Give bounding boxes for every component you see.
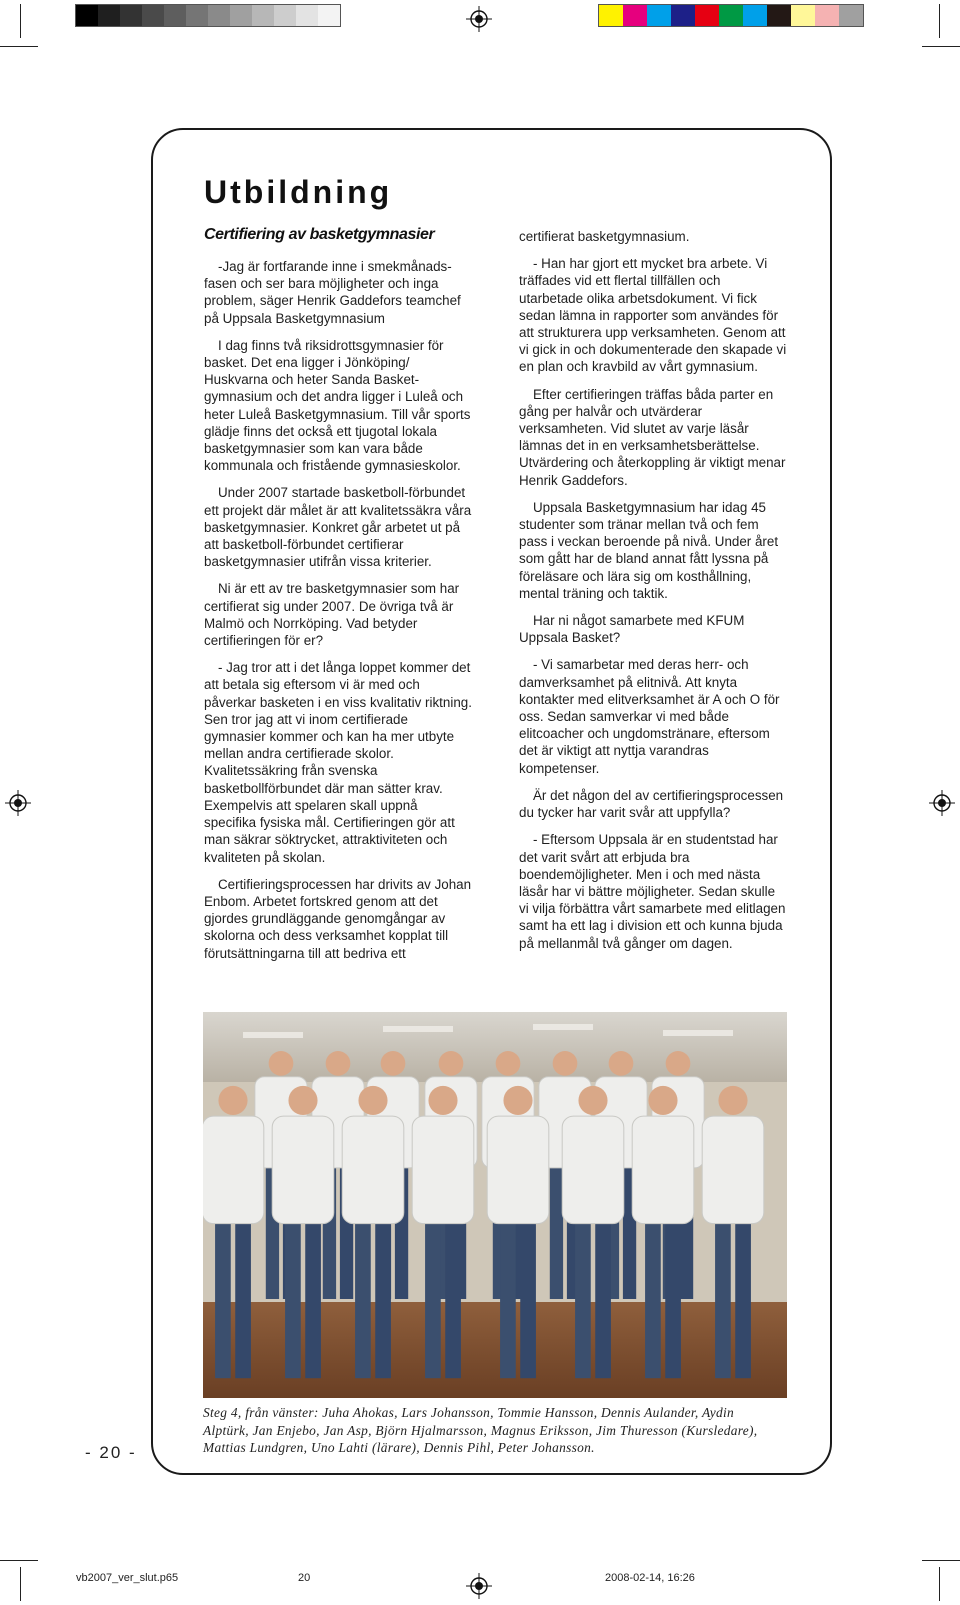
crop-mark	[939, 1567, 940, 1601]
gray-calibration-strip	[75, 4, 341, 27]
paragraph: I dag finns två riksidrottsgymnasier för basket. Det ena ligger i Jönköping/ Huskvarna och heter Sanda Basket-gymnasium och det andra ligger i Luleå och heter Luleå Basketgymnasium. Till vår sports glädje finns det också ett tjugotal lokala basketgymnasier som kan vara både kommunala och fristående gymnasieskolor.	[204, 337, 471, 474]
color-swatch	[743, 5, 767, 26]
footer-filename: vb2007_ver_slut.p65	[76, 1572, 179, 1584]
page-title: Utbildning	[204, 174, 393, 210]
paragraph: Efter certifieringen träffas båda parter en gång per halvår och utvärderar verksamheten. Vid slutet av varje läsår lämnas det in en verksamhetsberättelse. Utvärdering och återkoppling är viktigt menar Henrik Gaddefors.	[519, 386, 786, 488]
paragraph: - Eftersom Uppsala är en studentstad har det varit svårt att erbjuda bra boendemöjligheter. Men i och med nästa läsår har vi bättre möjligheter. Sedan skulle vi vilja förbättra vårt samarbete med elitlagen samt ha ett lag i division ett och kunna bjuda på mellanmål två gånger om dagen.	[519, 832, 786, 951]
color-swatch	[274, 5, 296, 26]
paragraph: Under 2007 startade basketboll-förbundet ett projekt där målet är att kvalitetssäkra våra basketgymnasier. Konkret går arbetet ut på att basketboll-förbundet certifierar basketgymnasier utifrån vissa kriterier.	[204, 485, 472, 570]
registration-mark-icon	[466, 1573, 492, 1599]
crop-mark	[20, 4, 21, 38]
color-swatch	[98, 5, 120, 26]
color-swatch	[719, 5, 743, 26]
color-swatch	[120, 5, 142, 26]
color-swatch	[208, 5, 230, 26]
color-swatch	[839, 5, 863, 26]
crop-mark	[20, 1567, 21, 1601]
registration-mark-icon	[929, 790, 955, 816]
paragraph: Har ni något samarbete med KFUM Uppsala Basket?	[519, 613, 745, 646]
paragraph: Är det någon del av certifieringsprocessen du tycker har varit svår att uppfylla?	[519, 787, 784, 821]
color-swatch	[142, 5, 164, 26]
color-swatch	[767, 5, 791, 26]
color-swatch	[599, 5, 623, 26]
article-column-left	[204, 258, 472, 972]
footer-timestamp: 2008-02-14, 16:26	[605, 1572, 695, 1584]
color-swatch	[815, 5, 839, 26]
paragraph: -Jag är fortfarande inne i smekmånads-fasen och ser bara möjligheter och inga problem, säger Henrik Gaddefors teamchef på Uppsala Basketgymnasium	[204, 259, 461, 326]
color-swatch	[76, 5, 98, 26]
crop-mark	[0, 1560, 38, 1561]
paragraph: Ni är ett av tre basketgymnasier som har certifierat sig under 2007. De övriga två är Malmö och Norrköping. Vad betyder certifieringen för er?	[204, 581, 460, 649]
color-swatch	[252, 5, 274, 26]
crop-mark	[939, 4, 940, 38]
color-swatch	[164, 5, 186, 26]
color-swatch	[230, 5, 252, 26]
paragraph: Uppsala Basketgymnasium har idag 45 studenter som tränar mellan två och fem pass i veckan beroende på nivå. Under året som gått har de bland annat fått lyssna på föreläsare och lära sig om kosthållning, mental träning och taktik.	[519, 499, 779, 601]
color-swatch	[186, 5, 208, 26]
paragraph: - Han har gjort ett mycket bra arbete. Vi träffades vid ett flertal tillfällen och utarbetade olika arbetsdokument. Vi fick sedan lämna in rapporter som användes för att strukturera upp verksamheten. Genom att vi gick in och dokumenterade den skapade vi en plan och kravbild av vårt gymnasium.	[519, 256, 787, 375]
photo-caption: Steg 4, från vänster: Juha Ahokas, Lars Johansson, Tommie Hansson, Dennis Aulander, Aydin Alptürk, Jan Enjebo, Jan Asp, Björn Hjalmarsson, Magnus Eriksson, Jim Thuresson (Kursledare), Mattias Lundgren, Uno Lahti (lärare), Dennis Pihl, Peter Johansson.	[203, 1405, 758, 1455]
page-number: - 20 -	[85, 1443, 137, 1462]
color-swatch	[791, 5, 815, 26]
team-photo	[203, 1012, 787, 1398]
team-photo-illustration	[203, 1012, 787, 1398]
color-swatch	[647, 5, 671, 26]
color-swatch	[695, 5, 719, 26]
article-column-right	[519, 228, 787, 962]
color-swatch	[318, 5, 340, 26]
paragraph: certifierat basketgymnasium.	[519, 229, 690, 244]
color-swatch	[671, 5, 695, 26]
paragraph: Certifieringsprocessen har drivits av Johan Enbom. Arbetet fortskred genom att det gjordes grundläggande genomgångar av skolorna och dess verksamhet kopplat till förutsättningarna till att bedriva ett	[204, 876, 472, 961]
paragraph: - Jag tror att i det långa loppet kommer det att betala sig eftersom vi är med och påverkar basketen i en viss kvalitativ riktning. Sen tror jag att vi inom certifierade gymnasier kommer och kan ha mer utbyte mellan andra certifierade skolor. Kvalitetssäkring från svenska basketbollförbundet där man sätter krav. Exempelvis att spelaren skall uppnå specifika fysiska mål. Certifieringen gör att man säkrar söktrycket, attraktiviteten och kvaliteten på skolan.	[204, 660, 472, 865]
color-swatch	[623, 5, 647, 26]
crop-mark	[922, 1560, 960, 1561]
paragraph: - Vi samarbetar med deras herr- och damverksamhet på elitnivå. Att knyta kontakter med elitverksamhet är A och O för oss. Sedan samverkar vi med både elitcoacher och ungdomstränare, eftersom det är viktigt att nyttja varandras kompetenser.	[519, 657, 780, 776]
registration-mark-icon	[466, 6, 492, 32]
footer-page: 20	[298, 1572, 311, 1584]
article-subtitle: Certifiering av basketgymnasier	[204, 226, 435, 243]
color-calibration-strip	[598, 4, 864, 27]
crop-mark	[922, 46, 960, 47]
color-swatch	[296, 5, 318, 26]
registration-mark-icon	[5, 790, 31, 816]
crop-mark	[0, 46, 38, 47]
